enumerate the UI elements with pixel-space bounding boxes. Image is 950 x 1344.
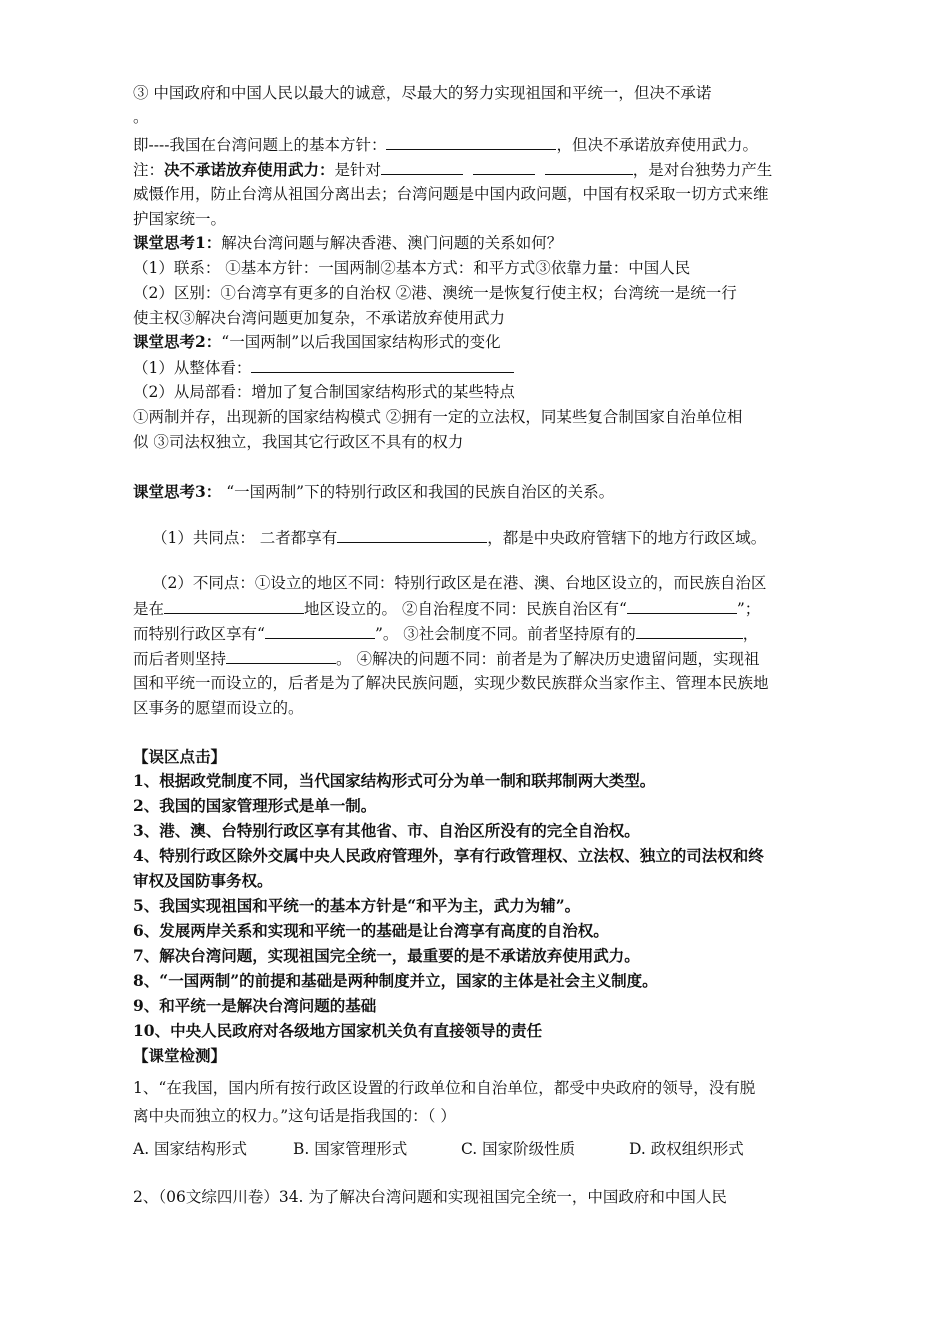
think2-label: 课堂思考2： — [133, 332, 222, 351]
test-q1-options — [133, 1139, 744, 1159]
mistake-item: 3、港、澳、台特别行政区享有其他省、市、自治区所没有的完全自治权。 — [133, 821, 640, 840]
think3-common-point — [152, 527, 766, 548]
think2-answer-1 — [133, 357, 514, 378]
think3-diff-4b: 。 ④解决的问题不同：前者是为了解决历史遗留问题，实现祖 — [336, 650, 760, 668]
think3-label: 课堂思考3： — [133, 482, 222, 501]
note-line-3: 护国家统一。 — [133, 210, 227, 228]
think2-question-text: “一国两制”以后我国国家结构形式的变化 — [221, 333, 501, 351]
think3-diff-line-5: 国和平统一而设立的，后者是为了解决民族问题，实现少数民族群众当家作主、管理本民族地 — [133, 674, 769, 692]
think3-diff-line-2 — [133, 598, 760, 619]
think3-diff-2b: 地区设立的。 ②自治程度不同：民族自治区有“ — [304, 600, 627, 618]
blank-overall-view[interactable] — [251, 357, 514, 373]
think3-diff-2a: 是在 — [133, 600, 165, 618]
blank-system-upheld[interactable] — [226, 648, 336, 664]
note-text-a: 是针对 — [334, 161, 382, 179]
option-d[interactable]: D. 政权组织形式 — [629, 1140, 744, 1158]
think3-common-suffix: ，都是中央政府管辖下的地方行政区域。 — [487, 529, 767, 547]
mistake-item: 10、中央人民政府对各级地方国家机关负有直接领导的责任 — [133, 1021, 543, 1040]
intro-line-1: ③ 中国政府和中国人民以最大的诚意，尽最大的努力实现祖国和平统一，但决不承诺 — [133, 84, 712, 102]
test-title: 【课堂检测】 — [133, 1046, 227, 1065]
option-b[interactable]: B. 国家管理形式 — [293, 1140, 408, 1158]
think3-diff-line-6: 区事务的愿望而设立的。 — [133, 699, 304, 717]
blank-original-system[interactable] — [636, 623, 743, 639]
think3-diff-4a: 而后者则坚持 — [133, 650, 227, 668]
blank-note-2[interactable] — [473, 159, 535, 175]
blank-autonomy[interactable] — [627, 598, 737, 614]
think3-diff-line-1: （2）不同点：①设立的地区不同：特别行政区是在港、澳、台地区设立的，而民族自治区 — [152, 574, 767, 592]
mistake-item: 1、根据政党制度不同，当代国家结构形式可分为单一制和联邦制两大类型。 — [133, 771, 656, 790]
mistake-item: 5、我国实现祖国和平统一的基本方针是“和平为主，武力为辅”。 — [133, 896, 581, 915]
note-text-b: ，是对台独势力产生 — [632, 161, 773, 179]
think3-diff-line-3 — [133, 623, 758, 644]
note-line-2: 威慑作用，防止台湾从祖国分离出去；台湾问题是中国内政问题，中国有权采取一切方式来维 — [133, 185, 769, 203]
think3-question — [133, 482, 614, 502]
option-c[interactable]: C. 国家阶级性质 — [461, 1140, 576, 1158]
basic-policy-line — [133, 134, 758, 155]
basic-policy-suffix: ，但决不承诺放弃使用武力。 — [556, 136, 758, 154]
think1-answer-2-cont: 使主权③解决台湾问题更加复杂，不承诺放弃使用武力 — [133, 309, 506, 327]
blank-region[interactable] — [164, 598, 304, 614]
test-q2-line-1: 2、（06文综四川卷）34. 为了解决台湾问题和实现祖国完全统一，中国政府和中国人民 — [133, 1188, 727, 1206]
think1-question — [133, 233, 562, 253]
note-bold-phrase: 决不承诺放弃使用武力： — [164, 160, 335, 179]
think3-diff-3a: 而特别行政区享有“ — [133, 625, 265, 643]
mistake-item: 7、解决台湾问题，实现祖国完全统一，最重要的是不承诺放弃使用武力。 — [133, 946, 640, 965]
think3-diff-line-4 — [133, 648, 759, 669]
think2-question — [133, 332, 501, 352]
think3-question-text: “一国两制”下的特别行政区和我国的民族自治区的关系。 — [221, 483, 615, 501]
blank-common-point[interactable] — [337, 527, 487, 543]
option-a[interactable]: A. 国家结构形式 — [133, 1140, 248, 1158]
mistake-item: 4、特别行政区除外交属中央人民政府管理外，享有行政管理权、立法权、独立的司法权和终 — [133, 846, 764, 865]
blank-note-1[interactable] — [381, 159, 463, 175]
think3-diff-3c: ， — [742, 625, 759, 643]
basic-policy-prefix: 即----我国在台湾问题上的基本方针： — [133, 136, 387, 154]
think1-label: 课堂思考1： — [133, 233, 222, 252]
test-q1-line-1: 1、“在我国，国内所有按行政区设置的行政单位和自治单位，都受中央政府的领导，没有脱 — [133, 1079, 756, 1097]
mistakes-title: 【误区点击】 — [133, 747, 227, 766]
think3-common-prefix: （1）共同点： 二者都享有 — [152, 529, 338, 547]
think2-answer-2: （2）从局部看：增加了复合制国家结构形式的某些特点 — [133, 383, 515, 401]
blank-note-3[interactable] — [545, 159, 633, 175]
think1-question-text: 解决台湾问题与解决香港、澳门问题的关系如何？ — [221, 234, 563, 252]
think2-answer-1-text: （1）从整体看： — [133, 359, 252, 377]
mistake-item: 2、我国的国家管理形式是单一制。 — [133, 796, 377, 815]
think1-answer-2: （2）区别：①台湾享有更多的自治权 ②港、澳统一是恢复行使主权；台湾统一是统一行 — [133, 284, 737, 302]
note-line-1 — [133, 159, 772, 180]
mistake-item: 8、“一国两制”的前提和基础是两种制度并立，国家的主体是社会主义制度。 — [133, 971, 658, 990]
mistake-item: 6、发展两岸关系和实现和平统一的基础是让台湾享有高度的自治权。 — [133, 921, 609, 940]
mistake-item-cont: 审权及国防事务权。 — [133, 871, 273, 890]
blank-basic-policy[interactable] — [386, 134, 556, 150]
test-q1-line-2: 离中央而独立的权力。”这句话是指我国的：（ ） — [133, 1107, 456, 1125]
mistake-item: 9、和平统一是解决台湾问题的基础 — [133, 996, 377, 1015]
think2-answer-3-cont: 似 ③司法权独立，我国其它行政区不具有的权力 — [133, 433, 464, 451]
think2-answer-3: ①两制并存，出现新的国家结构模式 ②拥有一定的立法权，同某些复合制国家自治单位相 — [133, 408, 743, 426]
think3-diff-2c: ”； — [736, 600, 761, 618]
think3-diff-3b: ”。 ③社会制度不同。前者坚持原有的 — [374, 625, 636, 643]
blank-sar-autonomy[interactable] — [265, 623, 375, 639]
intro-line-2: 。 — [133, 108, 149, 126]
think1-answer-1: （1）联系： ①基本方针：一国两制②基本方式：和平方式③依靠力量：中国人民 — [133, 259, 691, 277]
note-label: 注： — [133, 161, 165, 179]
